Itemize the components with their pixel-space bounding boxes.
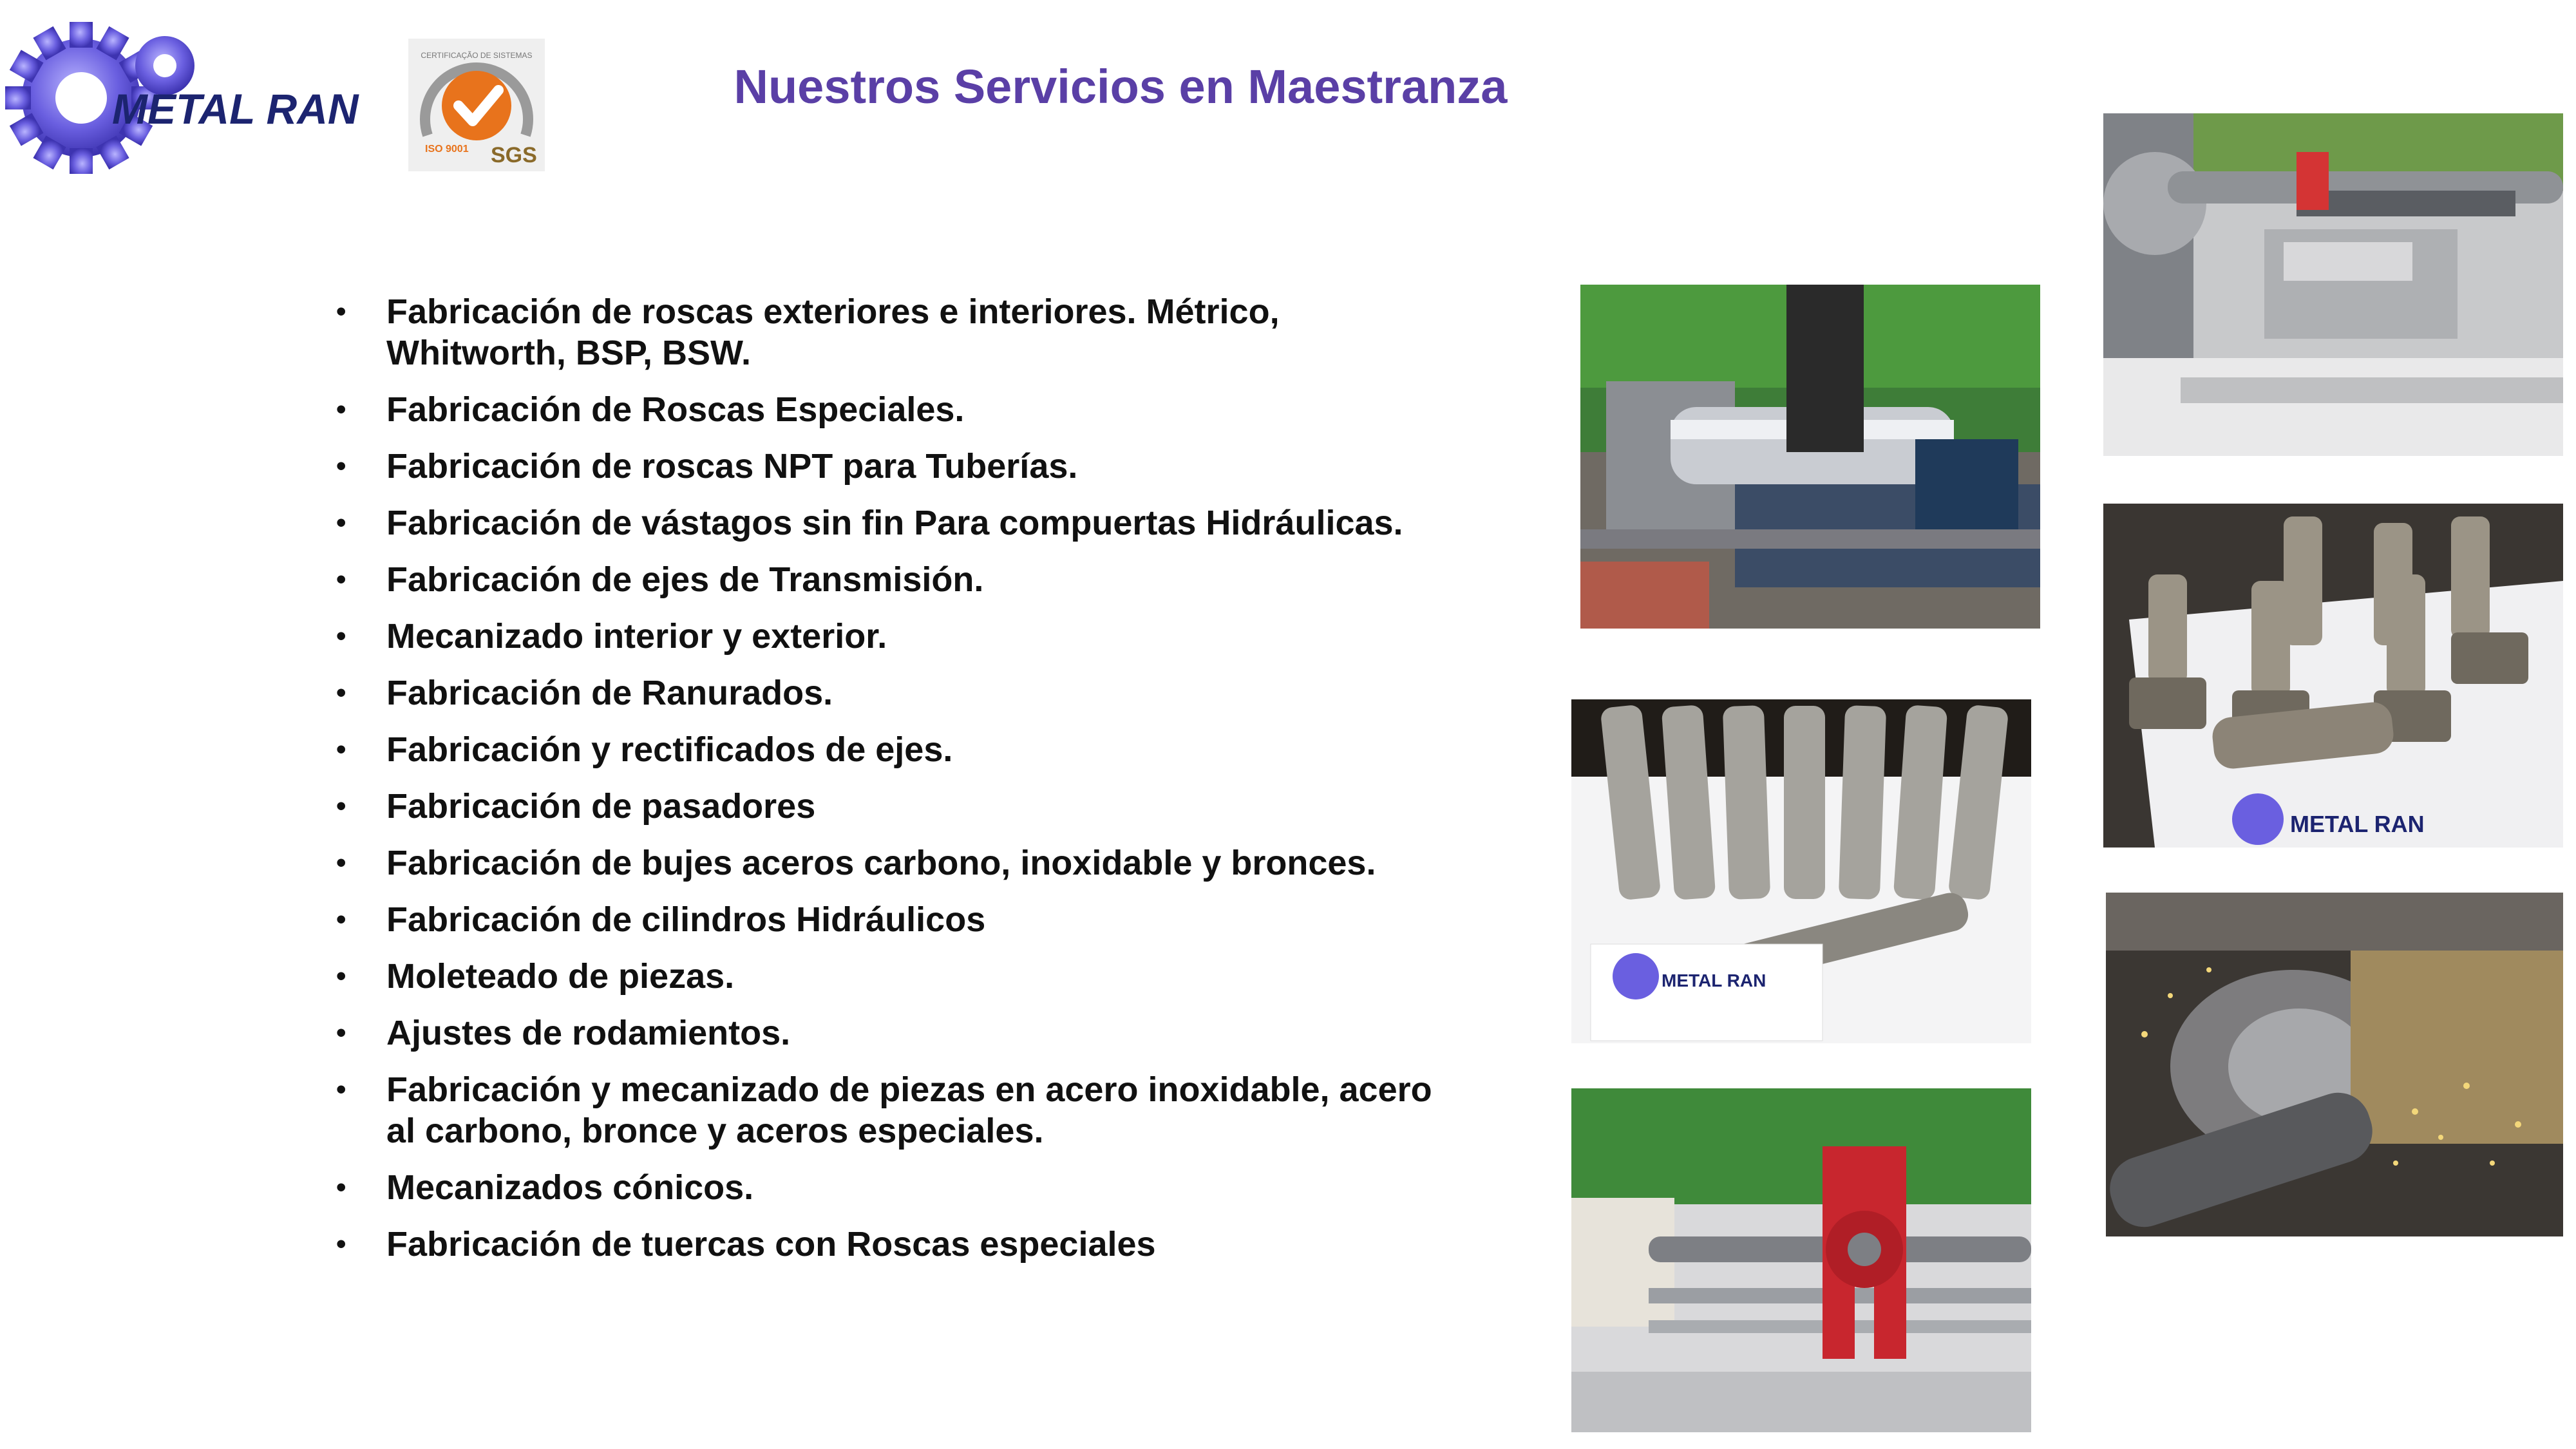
bullet-icon: •	[336, 393, 346, 425]
bullet-icon: •	[336, 296, 346, 327]
list-item	[335, 899, 1468, 940]
svg-text:METAL RAN: METAL RAN	[1662, 971, 1766, 990]
service-text: Fabricación de Ranurados.	[386, 674, 833, 712]
list-item	[335, 559, 1468, 600]
service-text: Fabricación de vástagos sin fin Para compuertas Hidráulicas.	[386, 504, 1403, 542]
bullet-icon: •	[336, 1228, 346, 1260]
service-text: Ajustes de rodamientos.	[386, 1014, 791, 1052]
bullet-icon: •	[336, 790, 346, 822]
service-text: Fabricación y mecanizado de piezas en acero inoxidable, acero al carbono, bronce y aceros especiales.	[386, 1070, 1432, 1150]
bullet-icon: •	[336, 450, 346, 482]
list-item	[335, 291, 1468, 374]
photo-hex-bolts	[2103, 504, 2563, 848]
list-item	[335, 1069, 1468, 1151]
list-item	[335, 956, 1468, 997]
service-text: Moleteado de piezas.	[386, 957, 735, 996]
photo-lathe-steady-rest	[1571, 1088, 2031, 1432]
service-text: Fabricación de bujes aceros carbono, inoxidable y bronces.	[386, 844, 1376, 882]
bullet-icon: •	[336, 677, 346, 708]
svg-text:METAL RAN: METAL RAN	[2290, 811, 2425, 837]
bullet-icon: •	[336, 847, 346, 878]
svg-text:CERTIFICAÇÃO DE SISTEMAS: CERTIFICAÇÃO DE SISTEMAS	[421, 51, 533, 60]
bullet-icon: •	[336, 734, 346, 765]
bullet-icon: •	[336, 564, 346, 595]
bullet-icon: •	[336, 620, 346, 652]
list-item	[335, 1167, 1468, 1208]
list-item	[335, 672, 1468, 714]
photo-threaded-studs	[1571, 699, 2031, 1043]
list-item	[335, 446, 1468, 487]
bullet-icon: •	[336, 904, 346, 935]
service-text: Fabricación de tuercas con Roscas especiales	[386, 1225, 1156, 1264]
service-text: Mecanizados cónicos.	[386, 1168, 754, 1207]
bullet-icon: •	[336, 1074, 346, 1105]
list-item	[335, 842, 1468, 884]
service-text: Fabricación de pasadores	[386, 787, 816, 826]
service-text: Fabricación de roscas NPT para Tuberías.	[386, 447, 1078, 486]
service-text: Fabricación de ejes de Transmisión.	[386, 560, 984, 599]
svg-text:ISO 9001: ISO 9001	[425, 144, 469, 155]
bullet-icon: •	[336, 960, 346, 992]
bullet-icon: •	[336, 507, 346, 538]
list-item	[335, 616, 1468, 657]
photo-machining-sparks	[2106, 893, 2563, 1236]
list-item	[335, 729, 1468, 770]
bullet-icon: •	[336, 1017, 346, 1048]
bullet-icon: •	[336, 1171, 346, 1203]
services-list	[335, 291, 1468, 1280]
service-text: Fabricación de cilindros Hidráulicos	[386, 900, 986, 939]
page-title: Nuestros Servicios en Maestranza	[734, 60, 1508, 113]
photo-lathe-threading	[1580, 285, 2040, 629]
list-item	[335, 502, 1468, 544]
service-text: Fabricación de roscas exteriores e interiores. Métrico, Whitworth, BSP, BSW.	[386, 292, 1280, 372]
list-item	[335, 1012, 1468, 1054]
svg-text:METAL RAN: METAL RAN	[112, 85, 359, 133]
svg-text:SGS: SGS	[491, 143, 537, 167]
service-text: Mecanizado interior y exterior.	[386, 617, 887, 656]
list-item	[335, 389, 1468, 430]
photo-lathe-tool-post	[2103, 113, 2563, 456]
service-text: Fabricación de Roscas Especiales.	[386, 390, 965, 429]
list-item	[335, 1224, 1468, 1265]
service-text: Fabricación y rectificados de ejes.	[386, 730, 953, 769]
list-item	[335, 786, 1468, 827]
